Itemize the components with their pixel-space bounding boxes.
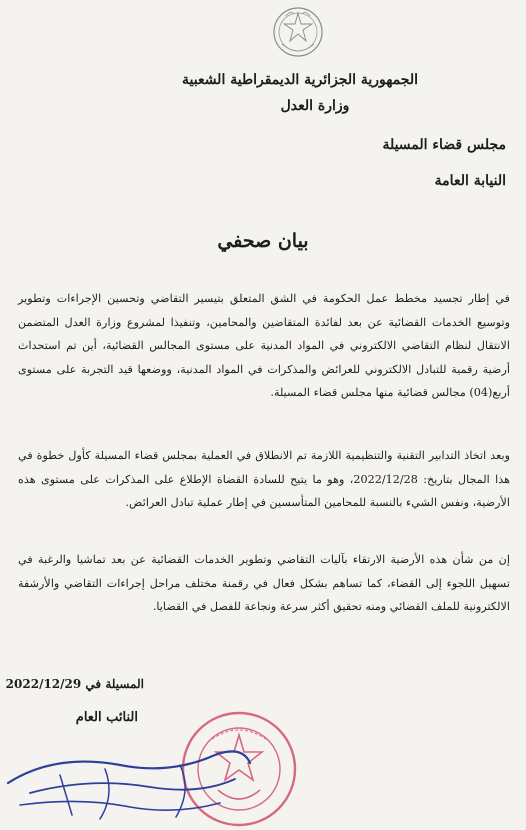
letterhead — [150, 72, 450, 114]
issuing-office: النيابة العامة — [434, 173, 506, 189]
issuing-council: مجلس قضاء المسيلة — [382, 137, 506, 153]
signer-title: النائب العام — [75, 710, 138, 725]
republic-name: الجمهورية الجزائرية الديمقراطية الشعبية — [181, 72, 418, 88]
body-paragraph-2: وبعد اتخاذ التدابير التقنية والتنظيمية اللازمة تم الانطلاق في العملية بمجلس قضاء المسيلة كأول خطوة في هذا المجال بتاريخ: 2022/12/28، وهو ما يتيح للسادة القضاة الإطلاع على المذكرات على مستوى هذه الأرضية، ونفس الشيء بالنسبة للمحامين المتأسسين في إطار عملية تبادل العرائض. — [18, 449, 510, 509]
body-paragraph-1: في إطار تجسيد مخطط عمل الحكومة في الشق المتعلق بتيسير التقاضي وتحسين الإجراءات وتطوير وتوسيع الخدمات القضائية عن بعد لفائدة المتقاضين والمحامين، وتنفيذا لمشروع وزارة العدل المتضمن الانتقال لنظام التقاضي الالكتروني في المواد المدنية على مستوى المجالس القضائية، أين تم استحداث أرضية رقمية للتبادل الالكتروني للعرائض والمذكرات في المواد المدنية، ووضعها قيد التجربة على مستوى أربع(04) مجالس قضائية منها مجلس قضاء المسيلة. — [18, 292, 510, 399]
ministry-name: وزارة العدل — [280, 98, 350, 114]
date-line: المسيلة في 2022/12/29 — [5, 677, 144, 691]
body-paragraph-3: إن من شأن هذه الأرضية الارتقاء بآليات التقاضي وتطوير الخدمات القضائية عن بعد تماشيا والرغبة في تسهيل اللجوء إلى القضاء، كما تساهم بشكل فعال في رقمنة مختلف مراحل إجراءات التقاضي والأرشفة الالكترونية للملف القضائي ومنه تحقيق أكثر سرعة ونجاعة للفصل في القضايا. — [18, 553, 510, 613]
document-title: بيان صحفي — [217, 230, 309, 252]
algeria-emblem-icon — [268, 4, 328, 62]
handwritten-signature-icon — [0, 735, 260, 830]
